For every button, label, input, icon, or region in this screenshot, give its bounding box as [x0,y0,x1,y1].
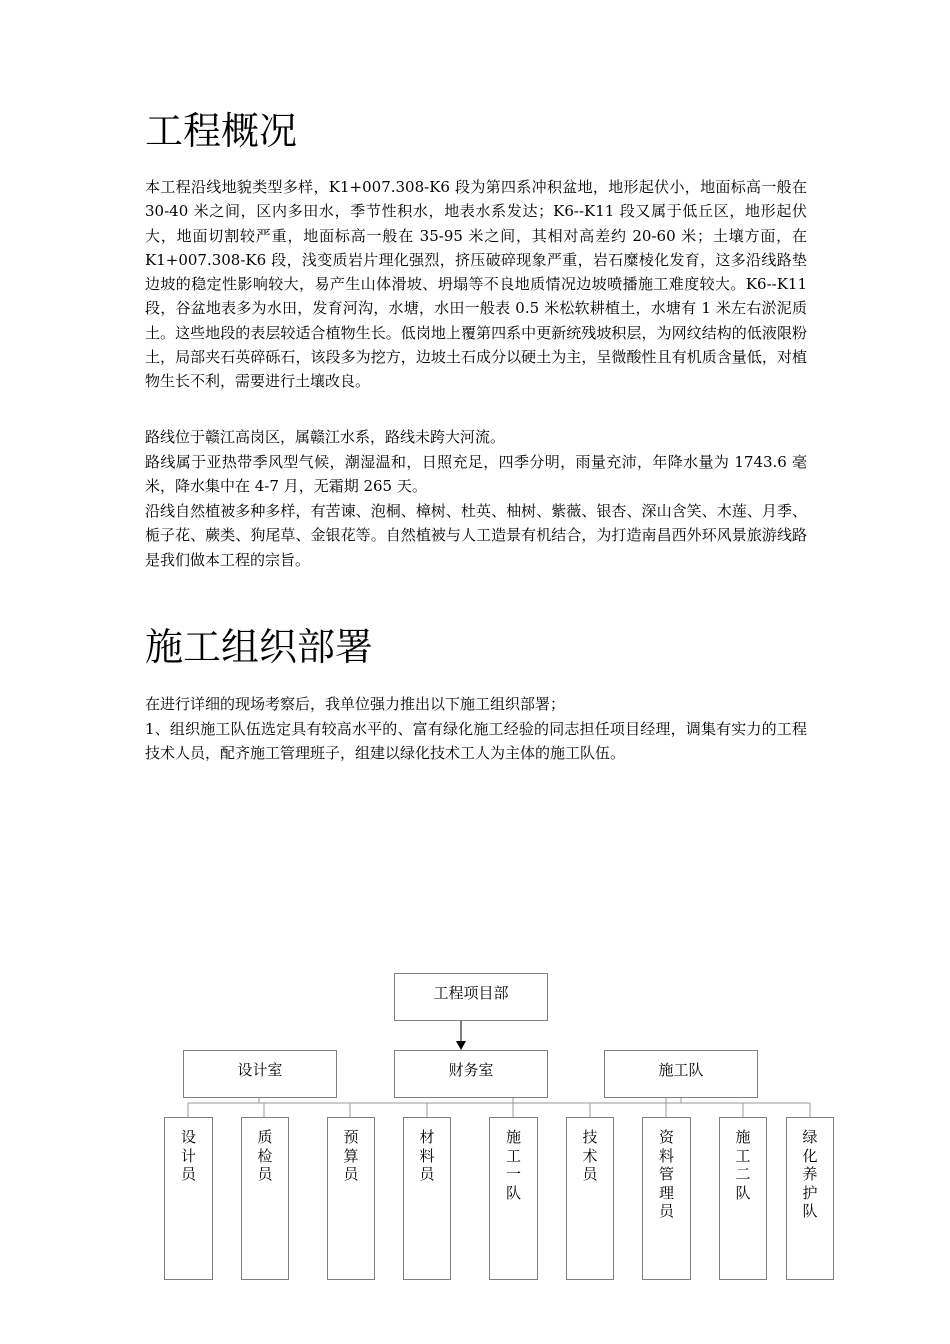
org-box-construction-team-1 [489,1117,538,1280]
paragraph-water-system: 路线位于赣江高岗区，属赣江水系，路线未跨大河流。 [145,428,506,446]
org-label-design-office: 设计室 [237,1061,283,1079]
paragraph-climate: 路线属于亚热带季风型气候，潮湿温和，日照充足，四季分明，雨量充沛，年降水量为 1743.6 毫米，降水集中在 4-7 月，无霜期 265 天。 [145,453,807,496]
org-label-technician: 技术员 [582,1128,598,1183]
org-box-project-department [394,973,548,1021]
org-box-budgeter [327,1117,375,1280]
org-label-greening-maintenance-team: 绿化养护队 [802,1128,818,1220]
org-box-technician [566,1117,614,1280]
org-label-project-department: 工程项目部 [433,984,509,1002]
org-label-materials-clerk: 材料员 [419,1128,435,1183]
paragraph-vegetation: 沿线自然植被多种多样，有苦谏、泡桐、樟树、杜英、柚树、紫薇、银杏、深山含笑、木莲、月季、栀子花、蕨类、狗尾草、金银花等。自然植被与人工造景有机结合，为打造南昌西外环风景旅游线路是我们做本工程的宗旨。 [145,502,807,569]
org-label-document-manager: 资料管理员 [658,1128,674,1220]
org-box-materials-clerk [403,1117,451,1280]
org-box-design-office [183,1050,337,1098]
org-box-designer [164,1117,213,1280]
org-label-construction-team-2: 施工二队 [735,1128,751,1202]
org-box-document-manager [642,1117,691,1280]
org-box-quality-inspector [241,1117,289,1280]
org-label-construction-team: 施工队 [658,1061,704,1079]
section-heading-overview: 工程概况 [145,109,298,153]
org-box-construction-team [604,1050,758,1098]
org-label-construction-team-1: 施工一队 [505,1128,521,1202]
org-label-designer: 设计员 [180,1128,196,1183]
paragraph-terrain: 本工程沿线地貌类型多样，K1+007.308-K6 段为第四系冲积盆地，地形起伏小，地面标高一般在 30-40 米之间，区内多田水，季节性积水，地表水系发达；K6--K11 段又属于低丘区，地形起伏大，地面切割较严重，地面标高一般在 35-95 米之间，其相对高差约 20-60 米；土壤方面，在 K1+007.308-K6 段，浅变质岩片理化强烈，挤压破碎现象严重，岩石糜棱化发育，这多沿线路垫边坡的稳定性影响较大，易产生山体滑坡、坍塌等不良地质情况边坡喷播施工难度较大。K6--K11 段，谷盆地表多为水田，发育河沟，水塘，水田一般表 0.5 米松软耕植土，水塘有 1 米左右淤泥质土。这些地段的表层较适合植物生长。低岗地上覆第四系中更新统残坡积层，为网纹结构的低液限粉土，局部夹石英碎砾石，该段多为挖方，边坡土石成分以硬土为主，呈微酸性且有机质含量低，对植物生长不利，需要进行土壤改良。 [145,178,807,391]
org-box-finance-office [394,1050,548,1098]
paragraph-org-item-1: 1、组织施工队伍选定具有较高水平的、富有绿化施工经验的同志担任项目经理，调集有实力的工程技术人员，配齐施工管理班子，组建以绿化技术工人为主体的施工队伍。 [145,720,807,763]
org-label-budgeter: 预算员 [343,1128,359,1183]
paragraph-org-intro: 在进行详细的现场考察后，我单位强力推出以下施工组织部署； [145,695,566,713]
org-box-construction-team-2 [719,1117,767,1280]
org-label-finance-office: 财务室 [448,1061,494,1079]
org-box-greening-maintenance-team [786,1117,834,1280]
section-heading-organization: 施工组织部署 [145,625,374,669]
org-label-quality-inspector: 质检员 [257,1128,273,1183]
